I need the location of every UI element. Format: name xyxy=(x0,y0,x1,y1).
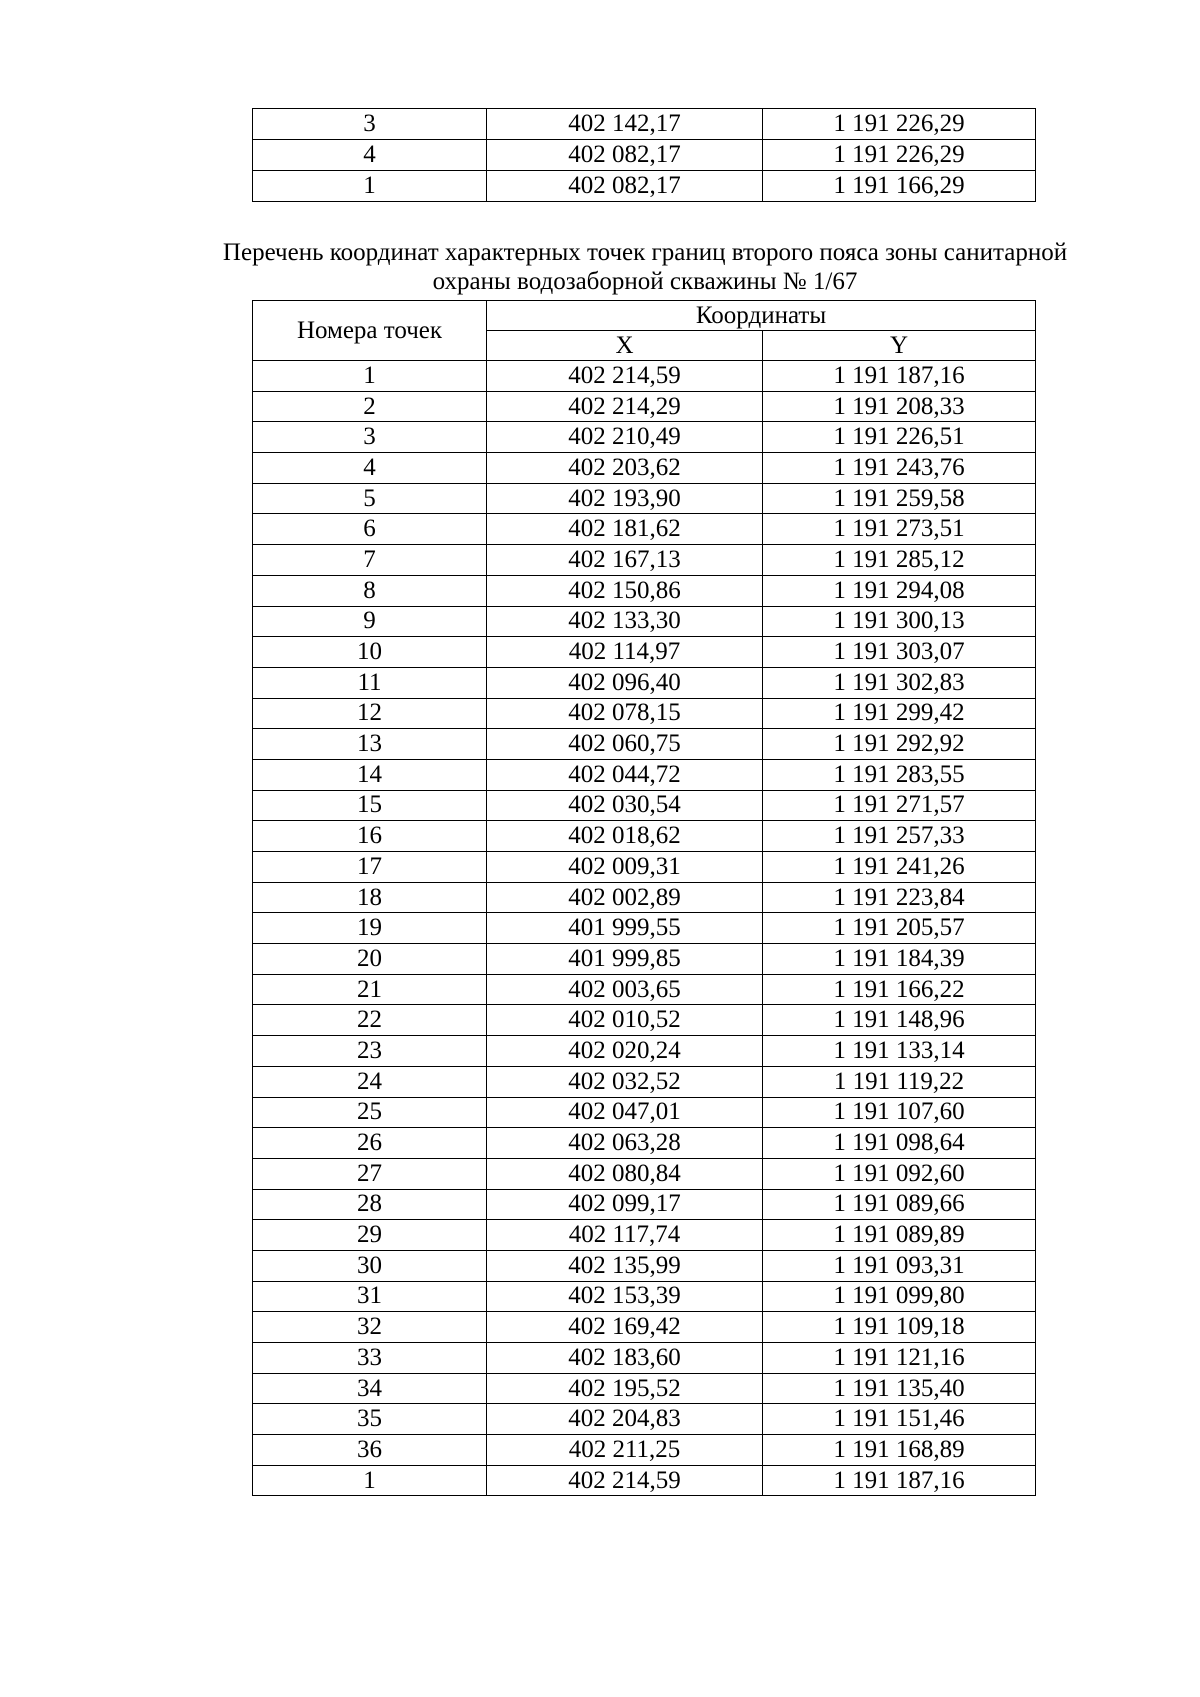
table-row xyxy=(253,1066,1036,1097)
x-coordinate-cell: 402 135,99 xyxy=(487,1250,763,1281)
point-number-cell: 14 xyxy=(253,759,487,790)
x-coordinate-cell: 402 214,29 xyxy=(487,391,763,422)
x-coordinate-cell: 402 030,54 xyxy=(487,790,763,821)
point-number-cell: 17 xyxy=(253,852,487,883)
table-row xyxy=(253,1128,1036,1159)
x-coordinate-cell: 402 203,62 xyxy=(487,453,763,484)
y-coordinate-cell: 1 191 259,58 xyxy=(763,483,1036,514)
coordinates-table-body xyxy=(253,361,1036,1496)
y-coordinate-cell: 1 191 300,13 xyxy=(763,606,1036,637)
y-coordinate-cell: 1 191 273,51 xyxy=(763,514,1036,545)
y-coordinate-cell: 1 191 302,83 xyxy=(763,667,1036,698)
table-row xyxy=(253,1036,1036,1067)
x-coordinate-cell: 401 999,55 xyxy=(487,913,763,944)
y-coordinate-cell: 1 191 166,22 xyxy=(763,974,1036,1005)
table-row xyxy=(253,913,1036,944)
y-coordinate-cell: 1 191 205,57 xyxy=(763,913,1036,944)
point-number-cell: 12 xyxy=(253,698,487,729)
y-coordinate-cell: 1 191 223,84 xyxy=(763,882,1036,913)
x-coordinate-cell: 402 096,40 xyxy=(487,667,763,698)
point-number-cell: 2 xyxy=(253,391,487,422)
x-coordinate-cell: 402 002,89 xyxy=(487,882,763,913)
table-row xyxy=(253,821,1036,852)
table-row xyxy=(253,1465,1036,1496)
y-coordinate-cell: 1 191 089,66 xyxy=(763,1189,1036,1220)
x-coordinate-cell: 402 210,49 xyxy=(487,422,763,453)
x-coordinate-cell: 402 009,31 xyxy=(487,852,763,883)
y-coordinate-cell: 1 191 135,40 xyxy=(763,1373,1036,1404)
point-number-cell: 35 xyxy=(253,1404,487,1435)
y-coordinate-cell: 1 191 121,16 xyxy=(763,1343,1036,1374)
x-coordinate-cell: 402 153,39 xyxy=(487,1281,763,1312)
table-row xyxy=(253,575,1036,606)
x-coordinate-cell: 402 167,13 xyxy=(487,545,763,576)
y-coordinate-cell: 1 191 241,26 xyxy=(763,852,1036,883)
table-row xyxy=(253,140,1036,171)
table-row xyxy=(253,1281,1036,1312)
point-number-cell: 10 xyxy=(253,637,487,668)
point-number-cell: 13 xyxy=(253,729,487,760)
table-row xyxy=(253,790,1036,821)
coordinates-table-header xyxy=(253,301,1036,361)
y-coordinate-cell: 1 191 243,76 xyxy=(763,453,1036,484)
table-row xyxy=(253,1097,1036,1128)
table-row xyxy=(253,759,1036,790)
point-number-cell: 1 xyxy=(253,171,487,202)
table-row xyxy=(253,171,1036,202)
table-row xyxy=(253,109,1036,140)
x-coordinate-cell: 402 142,17 xyxy=(487,109,763,140)
table-row xyxy=(253,1158,1036,1189)
x-coordinate-cell: 402 150,86 xyxy=(487,575,763,606)
table-row xyxy=(253,1435,1036,1466)
x-coordinate-cell: 402 047,01 xyxy=(487,1097,763,1128)
table-row xyxy=(253,483,1036,514)
x-coordinate-cell: 402 020,24 xyxy=(487,1036,763,1067)
y-coordinate-cell: 1 191 187,16 xyxy=(763,361,1036,392)
point-number-cell: 3 xyxy=(253,109,487,140)
point-number-cell: 4 xyxy=(253,453,487,484)
section-title-line-1: Перечень координат характерных точек границ второго пояса зоны санитарной xyxy=(222,239,1068,266)
continued-table-body xyxy=(253,109,1036,202)
table-row xyxy=(253,882,1036,913)
x-coordinate-cell: 402 078,15 xyxy=(487,698,763,729)
y-coordinate-cell: 1 191 107,60 xyxy=(763,1097,1036,1128)
x-coordinate-cell: 402 060,75 xyxy=(487,729,763,760)
header-coordinates: Координаты xyxy=(487,301,1036,331)
point-number-cell: 27 xyxy=(253,1158,487,1189)
table-row xyxy=(253,637,1036,668)
point-number-cell: 36 xyxy=(253,1435,487,1466)
y-coordinate-cell: 1 191 089,89 xyxy=(763,1220,1036,1251)
x-coordinate-cell: 402 010,52 xyxy=(487,1005,763,1036)
y-coordinate-cell: 1 191 226,29 xyxy=(763,140,1036,171)
y-coordinate-cell: 1 191 208,33 xyxy=(763,391,1036,422)
y-coordinate-cell: 1 191 098,64 xyxy=(763,1128,1036,1159)
y-coordinate-cell: 1 191 109,18 xyxy=(763,1312,1036,1343)
y-coordinate-cell: 1 191 184,39 xyxy=(763,944,1036,975)
table-row xyxy=(253,1404,1036,1435)
y-coordinate-cell: 1 191 099,80 xyxy=(763,1281,1036,1312)
table-row xyxy=(253,1343,1036,1374)
table-row xyxy=(253,729,1036,760)
table-row xyxy=(253,852,1036,883)
point-number-cell: 29 xyxy=(253,1220,487,1251)
y-coordinate-cell: 1 191 271,57 xyxy=(763,790,1036,821)
point-number-cell: 1 xyxy=(253,361,487,392)
point-number-cell: 9 xyxy=(253,606,487,637)
x-coordinate-cell: 402 018,62 xyxy=(487,821,763,852)
x-coordinate-cell: 402 044,72 xyxy=(487,759,763,790)
table-row xyxy=(253,453,1036,484)
x-coordinate-cell: 402 032,52 xyxy=(487,1066,763,1097)
point-number-cell: 19 xyxy=(253,913,487,944)
table-row xyxy=(253,545,1036,576)
x-coordinate-cell: 402 214,59 xyxy=(487,1465,763,1496)
table-row xyxy=(253,974,1036,1005)
header-y: Y xyxy=(763,331,1036,361)
table-row xyxy=(253,1373,1036,1404)
y-coordinate-cell: 1 191 299,42 xyxy=(763,698,1036,729)
point-number-cell: 18 xyxy=(253,882,487,913)
point-number-cell: 28 xyxy=(253,1189,487,1220)
x-coordinate-cell: 402 181,62 xyxy=(487,514,763,545)
y-coordinate-cell: 1 191 092,60 xyxy=(763,1158,1036,1189)
y-coordinate-cell: 1 191 303,07 xyxy=(763,637,1036,668)
point-number-cell: 8 xyxy=(253,575,487,606)
table-row xyxy=(253,698,1036,729)
section-title-line-2: охраны водозаборной скважины № 1/67 xyxy=(432,268,858,295)
header-point-numbers: Номера точек xyxy=(253,301,487,361)
table-row xyxy=(253,1250,1036,1281)
x-coordinate-cell: 402 114,97 xyxy=(487,637,763,668)
point-number-cell: 5 xyxy=(253,483,487,514)
point-number-cell: 15 xyxy=(253,790,487,821)
point-number-cell: 25 xyxy=(253,1097,487,1128)
x-coordinate-cell: 402 214,59 xyxy=(487,361,763,392)
y-coordinate-cell: 1 191 168,89 xyxy=(763,1435,1036,1466)
point-number-cell: 3 xyxy=(253,422,487,453)
x-coordinate-cell: 401 999,85 xyxy=(487,944,763,975)
point-number-cell: 33 xyxy=(253,1343,487,1374)
x-coordinate-cell: 402 204,83 xyxy=(487,1404,763,1435)
table-row xyxy=(253,1312,1036,1343)
point-number-cell: 7 xyxy=(253,545,487,576)
point-number-cell: 21 xyxy=(253,974,487,1005)
point-number-cell: 6 xyxy=(253,514,487,545)
x-coordinate-cell: 402 080,84 xyxy=(487,1158,763,1189)
y-coordinate-cell: 1 191 133,14 xyxy=(763,1036,1036,1067)
y-coordinate-cell: 1 191 166,29 xyxy=(763,171,1036,202)
y-coordinate-cell: 1 191 285,12 xyxy=(763,545,1036,576)
table-row xyxy=(253,422,1036,453)
x-coordinate-cell: 402 169,42 xyxy=(487,1312,763,1343)
x-coordinate-cell: 402 193,90 xyxy=(487,483,763,514)
y-coordinate-cell: 1 191 226,51 xyxy=(763,422,1036,453)
table-row xyxy=(253,606,1036,637)
y-coordinate-cell: 1 191 148,96 xyxy=(763,1005,1036,1036)
x-coordinate-cell: 402 099,17 xyxy=(487,1189,763,1220)
y-coordinate-cell: 1 191 226,29 xyxy=(763,109,1036,140)
table-row xyxy=(253,1220,1036,1251)
point-number-cell: 32 xyxy=(253,1312,487,1343)
x-coordinate-cell: 402 133,30 xyxy=(487,606,763,637)
table-row xyxy=(253,1005,1036,1036)
x-coordinate-cell: 402 211,25 xyxy=(487,1435,763,1466)
table-row xyxy=(253,944,1036,975)
y-coordinate-cell: 1 191 257,33 xyxy=(763,821,1036,852)
point-number-cell: 20 xyxy=(253,944,487,975)
table-row xyxy=(253,667,1036,698)
x-coordinate-cell: 402 117,74 xyxy=(487,1220,763,1251)
table-row xyxy=(253,391,1036,422)
y-coordinate-cell: 1 191 151,46 xyxy=(763,1404,1036,1435)
table-row xyxy=(253,514,1036,545)
point-number-cell: 4 xyxy=(253,140,487,171)
x-coordinate-cell: 402 003,65 xyxy=(487,974,763,1005)
point-number-cell: 30 xyxy=(253,1250,487,1281)
table-row xyxy=(253,361,1036,392)
y-coordinate-cell: 1 191 187,16 xyxy=(763,1465,1036,1496)
x-coordinate-cell: 402 195,52 xyxy=(487,1373,763,1404)
point-number-cell: 11 xyxy=(253,667,487,698)
point-number-cell: 23 xyxy=(253,1036,487,1067)
point-number-cell: 26 xyxy=(253,1128,487,1159)
point-number-cell: 34 xyxy=(253,1373,487,1404)
continued-coordinates-table xyxy=(252,108,1036,202)
header-x: X xyxy=(487,331,763,361)
point-number-cell: 31 xyxy=(253,1281,487,1312)
point-number-cell: 24 xyxy=(253,1066,487,1097)
y-coordinate-cell: 1 191 119,22 xyxy=(763,1066,1036,1097)
section-title xyxy=(150,238,1140,296)
y-coordinate-cell: 1 191 292,92 xyxy=(763,729,1036,760)
x-coordinate-cell: 402 082,17 xyxy=(487,140,763,171)
point-number-cell: 22 xyxy=(253,1005,487,1036)
x-coordinate-cell: 402 082,17 xyxy=(487,171,763,202)
x-coordinate-cell: 402 183,60 xyxy=(487,1343,763,1374)
y-coordinate-cell: 1 191 283,55 xyxy=(763,759,1036,790)
coordinates-table xyxy=(252,300,1036,1496)
y-coordinate-cell: 1 191 294,08 xyxy=(763,575,1036,606)
x-coordinate-cell: 402 063,28 xyxy=(487,1128,763,1159)
point-number-cell: 1 xyxy=(253,1465,487,1496)
y-coordinate-cell: 1 191 093,31 xyxy=(763,1250,1036,1281)
table-row xyxy=(253,1189,1036,1220)
point-number-cell: 16 xyxy=(253,821,487,852)
header-row-1 xyxy=(253,301,1036,331)
